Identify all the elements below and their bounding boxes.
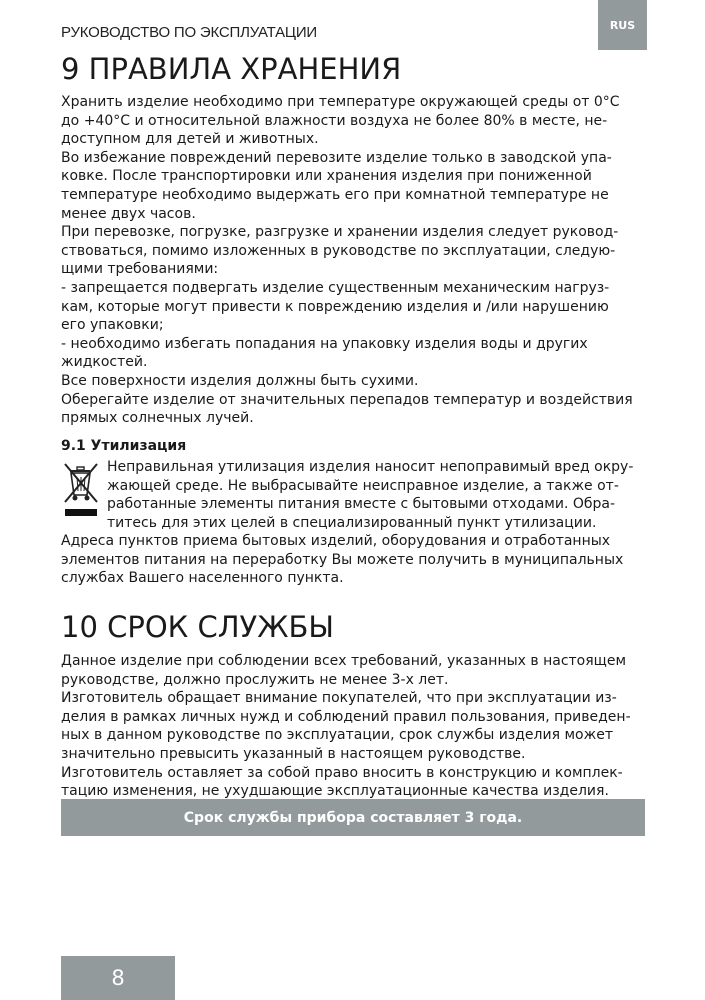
text-line: титесь для этих целей в специализированный пункт утилизации. [107, 514, 597, 531]
page-number: 8 [61, 956, 175, 1000]
text-line: жающей среде. Не выбрасывайте неисправное изделие, а также от- [107, 477, 619, 494]
text-line: Во избежание повреждений перевозите изделие только в заводской упа- [61, 149, 612, 166]
text-line: прямых солнечных лучей. [61, 410, 254, 427]
section-10-body [61, 652, 645, 801]
text-line: ных в данном руководстве по эксплуатации, срок службы изделия может [61, 727, 613, 744]
section-9-title: 9 ПРАВИЛА ХРАНЕНИЯ [61, 52, 402, 86]
section-9-body [61, 93, 645, 428]
section-10-title: 10 СРОК СЛУЖБЫ [61, 610, 334, 644]
text-line: значительно превысить указанный в настоящем руководстве. [61, 745, 526, 762]
text-line: Данное изделие при соблюдении всех требований, указанных в настоящем [61, 653, 627, 669]
crossed-out-wheelie-bin-icon [61, 462, 101, 520]
text-line: При перевозке, погрузке, разгрузке и хранении изделия следует руковод- [61, 224, 619, 241]
text-line: менее двух часов. [61, 205, 196, 222]
text-line: ствоваться, помимо изложенных в руководстве по эксплуатации, следую- [61, 242, 616, 259]
text-line: до +40°С и относительной влажности воздуха не более 80% в месте, не- [61, 112, 608, 129]
text-line: работанные элементы питания вместе с бытовыми отходами. Обра- [107, 496, 616, 513]
text-line: тацию изменения, не ухудшающие эксплуатационные качества изделия. [61, 783, 609, 800]
text-line: - необходимо избегать попадания на упаковку изделия воды и других [61, 335, 588, 352]
text-line: его упаковки; [61, 317, 164, 334]
text-line: Оберегайте изделие от значительных перепадов температур и воздействия [61, 391, 633, 408]
text-line: кам, которые могут привести к повреждению изделия и /или нарушению [61, 298, 609, 315]
text-line: Изготовитель оставляет за собой право вносить в конструкцию и комплек- [61, 764, 623, 781]
section-9-1-title: 9.1 Утилизация [61, 438, 187, 454]
service-life-highlight: Срок службы прибора составляет 3 года. [61, 799, 645, 836]
language-tab: RUS [598, 0, 647, 50]
disposal-text-indented [107, 458, 645, 532]
text-line: - запрещается подвергать изделие существенным механическим нагруз- [61, 279, 610, 296]
text-line: Адреса пунктов приема бытовых изделий, оборудования и отработанных [61, 533, 611, 549]
text-line: температуре необходимо выдержать его при комнатной температуре не [61, 186, 609, 203]
text-line: Хранить изделие необходимо при температуре окружающей среды от 0°С [61, 94, 620, 110]
text-line: жидкостей. [61, 354, 148, 371]
text-line: доступном для детей и животных. [61, 131, 319, 148]
text-line: ковке. После транспортировки или хранения изделия при пониженной [61, 168, 592, 185]
text-line: делия в рамках личных нужд и соблюдений правил пользования, приведен- [61, 708, 631, 725]
text-line: службах Вашего населенного пункта. [61, 570, 344, 587]
header-title: РУКОВОДСТВО ПО ЭКСПЛУАТАЦИИ [61, 24, 317, 41]
text-line: Все поверхности изделия должны быть сухими. [61, 372, 419, 389]
text-line: Неправильная утилизация изделия наносит непоправимый вред окру- [107, 459, 634, 475]
text-line: руководстве, должно прослужить не менее 3-х лет. [61, 671, 449, 688]
disposal-text-full [61, 532, 645, 588]
text-line: Изготовитель обращает внимание покупателей, что при эксплуатации из- [61, 690, 617, 707]
text-line: элементов питания на переработку Вы можете получить в муниципальных [61, 551, 624, 568]
text-line: щими требованиями: [61, 261, 219, 278]
